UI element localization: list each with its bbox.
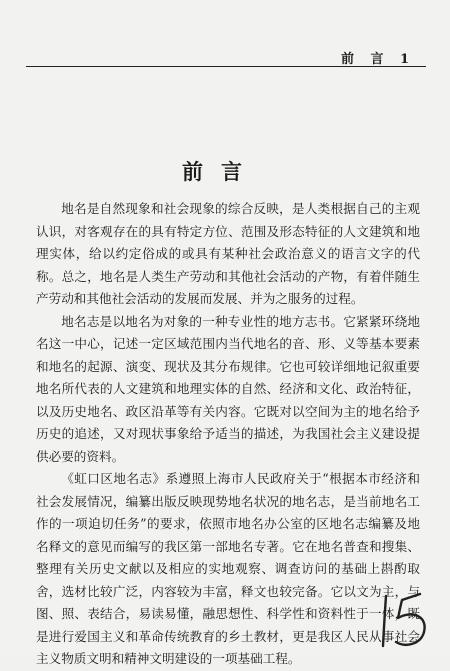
handwritten-page-number	[376, 590, 436, 652]
running-head: 前 言 1	[341, 52, 416, 67]
paragraph-3: 《虹口区地名志》系遵照上海市人民政府关于“根据本市经济和社会发展情况，编纂出版反映现势地名状况的地名志，是当前地名工作的一项迫切任务”的要求，依照市地名办公室的区地名志编纂及地名释文的意见而编写的我区第一部地名专著。它在地名普查和搜集、整理有关历史文献以及相应的实地观察、调查访问的基础上斟酌取舍，选材比较广泛，内容较为丰富，释文也较完备。它以文为主，与图、照、表结合，易读易懂，融思想性、科学性和资料性于一体，既是进行爱国主义和革命传统教育的乡土教材，更是我区人民从事社会主义物质文明和精神文明建设的一项基础工程。	[36, 471, 420, 666]
paragraph-1: 地名是自然现象和社会现象的综合反映，是人类根据自己的主观认识，对客观存在的具有特定方位、范围及形态特征的人文建筑和地理实体，给以约定俗成的或具有某种社会政治意义的语言文字的代称。总之，地名是人类生产劳动和其他社会活动的产物，有着伴随生产劳动和其他社会活动的发展而发展、并为之服务的过程。	[36, 201, 420, 306]
page-title: 前言	[182, 159, 260, 184]
header-rule	[26, 66, 426, 67]
body-text	[36, 198, 420, 671]
paragraph-2: 地名志是以地名为对象的一种专业性的地方志书。它紧紧环绕地名这一中心，记述一定区域范围内当代地名的音、形、义等基本要素和地名的起源、演变、现状及其分布规律。它也可较详细地记叙重要地名所代表的人文建筑和地理实体的自然、经济和文化、政治特征，以及历史地名、政区沿革等有关内容。它既对以空间为主的地名给予历史的追述，又对现状事象给予适当的描述，为我国社会主义建设提供必要的资料。	[36, 313, 420, 464]
